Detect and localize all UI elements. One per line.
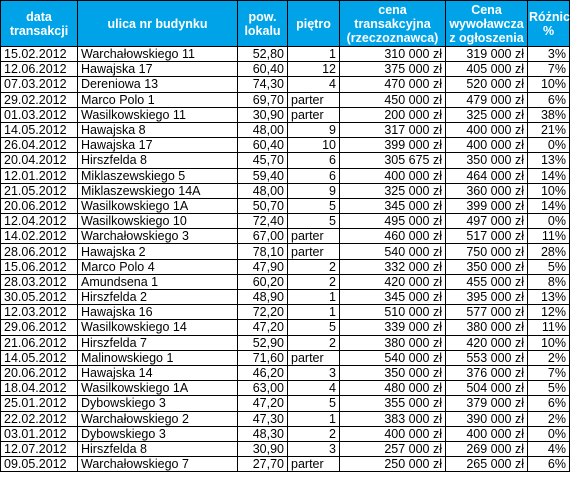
cell-area: 78,10 [238, 244, 288, 259]
cell-date: 28.03.2012 [1, 274, 78, 289]
cell-floor: 9 [288, 183, 340, 198]
col-header-area: pow. lokalu [238, 1, 288, 47]
cell-transaction-price: 383 000 zł [340, 411, 446, 426]
cell-street: Hirszfelda 8 [78, 153, 238, 168]
col-header-date: data transakcji [1, 1, 78, 47]
cell-area: 27,70 [238, 457, 288, 472]
cell-area: 48,00 [238, 122, 288, 137]
table-row [1, 168, 570, 183]
cell-area: 69,70 [238, 92, 288, 107]
cell-floor: 3 [288, 365, 340, 380]
table-row [1, 153, 570, 168]
cell-date: 09.05.2012 [1, 457, 78, 472]
cell-date: 07.03.2012 [1, 77, 78, 92]
cell-difference-percent: 7% [528, 365, 570, 380]
cell-asking-price: 577 000 zł [446, 305, 528, 320]
cell-date: 12.07.2012 [1, 441, 78, 456]
cell-difference-percent: 10% [528, 183, 570, 198]
cell-date: 20.06.2012 [1, 198, 78, 213]
cell-area: 47,30 [238, 411, 288, 426]
cell-asking-price: 497 000 zł [446, 214, 528, 229]
cell-area: 48,90 [238, 290, 288, 305]
table-row [1, 259, 570, 274]
cell-floor: 4 [288, 77, 340, 92]
cell-asking-price: 400 000 zł [446, 138, 528, 153]
cell-area: 48,00 [238, 183, 288, 198]
cell-date: 03.01.2012 [1, 426, 78, 441]
cell-asking-price: 750 000 zł [446, 244, 528, 259]
cell-asking-price: 479 000 zł [446, 92, 528, 107]
cell-floor: 1 [288, 411, 340, 426]
table-row [1, 229, 570, 244]
cell-floor: 5 [288, 214, 340, 229]
table-row [1, 457, 570, 472]
cell-floor: 1 [288, 290, 340, 305]
cell-transaction-price: 317 000 zł [340, 122, 446, 137]
cell-area: 60,40 [238, 62, 288, 77]
table-row [1, 138, 570, 153]
table-row [1, 107, 570, 122]
cell-street: Hawajska 8 [78, 122, 238, 137]
cell-difference-percent: 10% [528, 335, 570, 350]
table-row [1, 335, 570, 350]
cell-difference-percent: 13% [528, 290, 570, 305]
cell-floor: 6 [288, 168, 340, 183]
cell-asking-price: 360 000 zł [446, 183, 528, 198]
table-row [1, 305, 570, 320]
cell-date: 15.06.2012 [1, 259, 78, 274]
cell-transaction-price: 257 000 zł [340, 441, 446, 456]
cell-floor: 9 [288, 122, 340, 137]
cell-asking-price: 504 000 zł [446, 381, 528, 396]
cell-floor: 3 [288, 441, 340, 456]
cell-difference-percent: 6% [528, 457, 570, 472]
cell-area: 67,00 [238, 229, 288, 244]
cell-transaction-price: 495 000 zł [340, 214, 446, 229]
cell-area: 72,40 [238, 214, 288, 229]
cell-street: Hirszfelda 2 [78, 290, 238, 305]
cell-asking-price: 399 000 zł [446, 198, 528, 213]
cell-difference-percent: 14% [528, 198, 570, 213]
cell-area: 60,40 [238, 138, 288, 153]
table-row [1, 183, 570, 198]
cell-area: 72,20 [238, 305, 288, 320]
cell-street: Hirszfelda 8 [78, 441, 238, 456]
cell-difference-percent: 28% [528, 244, 570, 259]
cell-asking-price: 269 000 zł [446, 441, 528, 456]
cell-transaction-price: 540 000 zł [340, 244, 446, 259]
cell-street: Hawajska 2 [78, 244, 238, 259]
cell-date: 14.05.2012 [1, 350, 78, 365]
col-header-street: ulica nr budynku [78, 1, 238, 47]
cell-area: 47,20 [238, 396, 288, 411]
cell-date: 29.06.2012 [1, 320, 78, 335]
cell-transaction-price: 510 000 zł [340, 305, 446, 320]
cell-street: Warchałowskiego 2 [78, 411, 238, 426]
cell-floor: 2 [288, 335, 340, 350]
cell-floor: 6 [288, 153, 340, 168]
cell-difference-percent: 6% [528, 92, 570, 107]
cell-date: 22.02.2012 [1, 411, 78, 426]
cell-area: 47,20 [238, 320, 288, 335]
cell-transaction-price: 345 000 zł [340, 198, 446, 213]
cell-street: Miklaszewskiego 5 [78, 168, 238, 183]
cell-street: Wasilkowskiego 1A [78, 381, 238, 396]
cell-transaction-price: 345 000 zł [340, 290, 446, 305]
cell-area: 60,20 [238, 274, 288, 289]
cell-date: 28.06.2012 [1, 244, 78, 259]
cell-difference-percent: 6% [528, 396, 570, 411]
table-row [1, 411, 570, 426]
cell-difference-percent: 3% [528, 47, 570, 62]
cell-street: Miklaszewskiego 14A [78, 183, 238, 198]
table-row [1, 274, 570, 289]
table-row [1, 198, 570, 213]
cell-date: 18.04.2012 [1, 381, 78, 396]
cell-floor: 10 [288, 138, 340, 153]
table-row [1, 350, 570, 365]
cell-date: 20.04.2012 [1, 153, 78, 168]
cell-difference-percent: 12% [528, 305, 570, 320]
cell-difference-percent: 11% [528, 229, 570, 244]
cell-asking-price: 553 000 zł [446, 350, 528, 365]
cell-difference-percent: 2% [528, 350, 570, 365]
cell-difference-percent: 0% [528, 214, 570, 229]
cell-transaction-price: 339 000 zł [340, 320, 446, 335]
cell-date: 12.01.2012 [1, 168, 78, 183]
cell-transaction-price: 400 000 zł [340, 168, 446, 183]
cell-date: 12.04.2012 [1, 214, 78, 229]
cell-date: 21.06.2012 [1, 335, 78, 350]
cell-asking-price: 520 000 zł [446, 77, 528, 92]
table-row [1, 62, 570, 77]
cell-transaction-price: 450 000 zł [340, 92, 446, 107]
cell-asking-price: 319 000 zł [446, 47, 528, 62]
header-row [1, 1, 570, 47]
cell-date: 30.05.2012 [1, 290, 78, 305]
cell-date: 21.05.2012 [1, 183, 78, 198]
cell-street: Wasilkowskiego 11 [78, 107, 238, 122]
cell-asking-price: 405 000 zł [446, 62, 528, 77]
cell-area: 48,30 [238, 426, 288, 441]
table-row [1, 320, 570, 335]
cell-floor: parter [288, 350, 340, 365]
cell-street: Warchałowskiego 11 [78, 47, 238, 62]
cell-transaction-price: 540 000 zł [340, 350, 446, 365]
cell-difference-percent: 0% [528, 426, 570, 441]
cell-area: 30,90 [238, 441, 288, 456]
table-row [1, 214, 570, 229]
cell-area: 74,30 [238, 77, 288, 92]
cell-area: 50,70 [238, 198, 288, 213]
cell-asking-price: 400 000 zł [446, 122, 528, 137]
table-row [1, 441, 570, 456]
cell-transaction-price: 470 000 zł [340, 77, 446, 92]
cell-street: Dereniowa 13 [78, 77, 238, 92]
cell-asking-price: 380 000 zł [446, 320, 528, 335]
table-row [1, 77, 570, 92]
cell-asking-price: 379 000 zł [446, 396, 528, 411]
cell-transaction-price: 480 000 zł [340, 381, 446, 396]
cell-floor: 2 [288, 259, 340, 274]
cell-area: 30,90 [238, 107, 288, 122]
cell-area: 46,20 [238, 365, 288, 380]
cell-difference-percent: 14% [528, 168, 570, 183]
cell-floor: 5 [288, 198, 340, 213]
cell-area: 52,90 [238, 335, 288, 350]
cell-area: 59,40 [238, 168, 288, 183]
cell-floor: 5 [288, 396, 340, 411]
cell-transaction-price: 200 000 zł [340, 107, 446, 122]
cell-floor: parter [288, 244, 340, 259]
cell-date: 26.04.2012 [1, 138, 78, 153]
cell-street: Warchałowskiego 7 [78, 457, 238, 472]
table-row [1, 47, 570, 62]
cell-date: 14.02.2012 [1, 229, 78, 244]
cell-date: 25.01.2012 [1, 396, 78, 411]
cell-floor: parter [288, 229, 340, 244]
cell-asking-price: 325 000 zł [446, 107, 528, 122]
cell-asking-price: 455 000 zł [446, 274, 528, 289]
cell-floor: 2 [288, 426, 340, 441]
cell-difference-percent: 0% [528, 138, 570, 153]
cell-floor: 12 [288, 62, 340, 77]
cell-area: 47,90 [238, 259, 288, 274]
cell-street: Dybowskiego 3 [78, 426, 238, 441]
table-row [1, 92, 570, 107]
cell-difference-percent: 21% [528, 122, 570, 137]
cell-area: 63,00 [238, 381, 288, 396]
cell-difference-percent: 4% [528, 441, 570, 456]
cell-asking-price: 390 000 zł [446, 411, 528, 426]
table-row [1, 244, 570, 259]
cell-transaction-price: 332 000 zł [340, 259, 446, 274]
table-row [1, 365, 570, 380]
cell-date: 29.02.2012 [1, 92, 78, 107]
col-header-asking: Cena wywoławcza z ogłoszenia [446, 1, 528, 47]
cell-difference-percent: 5% [528, 259, 570, 274]
cell-difference-percent: 7% [528, 62, 570, 77]
cell-street: Hawajska 16 [78, 305, 238, 320]
cell-street: Amundsena 1 [78, 274, 238, 289]
cell-transaction-price: 355 000 zł [340, 396, 446, 411]
cell-street: Hawajska 17 [78, 138, 238, 153]
table-row [1, 381, 570, 396]
cell-difference-percent: 8% [528, 274, 570, 289]
cell-street: Wasilkowskiego 14 [78, 320, 238, 335]
cell-street: Marco Polo 1 [78, 92, 238, 107]
cell-street: Hawajska 17 [78, 62, 238, 77]
cell-floor: 4 [288, 381, 340, 396]
cell-difference-percent: 38% [528, 107, 570, 122]
table-row [1, 290, 570, 305]
cell-asking-price: 265 000 zł [446, 457, 528, 472]
cell-transaction-price: 350 000 zł [340, 365, 446, 380]
cell-floor: parter [288, 457, 340, 472]
cell-street: Hawajska 14 [78, 365, 238, 380]
table-body [1, 47, 570, 472]
cell-asking-price: 350 000 zł [446, 153, 528, 168]
cell-date: 12.03.2012 [1, 305, 78, 320]
cell-difference-percent: 2% [528, 411, 570, 426]
cell-date: 20.06.2012 [1, 365, 78, 380]
cell-street: Malinowskiego 1 [78, 350, 238, 365]
table-row [1, 396, 570, 411]
cell-asking-price: 395 000 zł [446, 290, 528, 305]
table-row [1, 426, 570, 441]
cell-street: Dybowskiego 3 [78, 396, 238, 411]
cell-asking-price: 420 000 zł [446, 335, 528, 350]
cell-asking-price: 376 000 zł [446, 365, 528, 380]
cell-date: 14.05.2012 [1, 122, 78, 137]
cell-street: Marco Polo 4 [78, 259, 238, 274]
cell-floor: 5 [288, 320, 340, 335]
cell-floor: parter [288, 92, 340, 107]
cell-floor: 2 [288, 274, 340, 289]
col-header-price: cena transakcyjna (rzeczoznawca) [340, 1, 446, 47]
cell-transaction-price: 305 675 zł [340, 153, 446, 168]
cell-asking-price: 517 000 zł [446, 229, 528, 244]
cell-transaction-price: 460 000 zł [340, 229, 446, 244]
cell-street: Warchałowskiego 3 [78, 229, 238, 244]
table-row [1, 122, 570, 137]
cell-difference-percent: 11% [528, 320, 570, 335]
cell-difference-percent: 10% [528, 77, 570, 92]
cell-transaction-price: 325 000 zł [340, 183, 446, 198]
cell-date: 15.02.2012 [1, 47, 78, 62]
cell-area: 71,60 [238, 350, 288, 365]
cell-transaction-price: 399 000 zł [340, 138, 446, 153]
cell-street: Wasilkowskiego 10 [78, 214, 238, 229]
cell-transaction-price: 310 000 zł [340, 47, 446, 62]
cell-difference-percent: 13% [528, 153, 570, 168]
cell-transaction-price: 375 000 zł [340, 62, 446, 77]
cell-asking-price: 400 000 zł [446, 426, 528, 441]
cell-date: 01.03.2012 [1, 107, 78, 122]
cell-transaction-price: 380 000 zł [340, 335, 446, 350]
cell-transaction-price: 420 000 zł [340, 274, 446, 289]
cell-street: Wasilkowskiego 1A [78, 198, 238, 213]
table-header [1, 1, 577, 47]
col-header-floor: piętro [288, 1, 340, 47]
cell-floor: parter [288, 107, 340, 122]
cell-street: Hirszfelda 7 [78, 335, 238, 350]
cell-transaction-price: 250 000 zł [340, 457, 446, 472]
cell-transaction-price: 400 000 zł [340, 426, 446, 441]
cell-area: 45,70 [238, 153, 288, 168]
col-header-diff: Różnica % [528, 1, 570, 47]
cell-difference-percent: 5% [528, 381, 570, 396]
cell-date: 12.06.2012 [1, 62, 78, 77]
cell-area: 52,80 [238, 47, 288, 62]
cell-asking-price: 350 000 zł [446, 259, 528, 274]
cell-asking-price: 464 000 zł [446, 168, 528, 183]
cell-floor: 1 [288, 305, 340, 320]
cell-floor: 1 [288, 47, 340, 62]
